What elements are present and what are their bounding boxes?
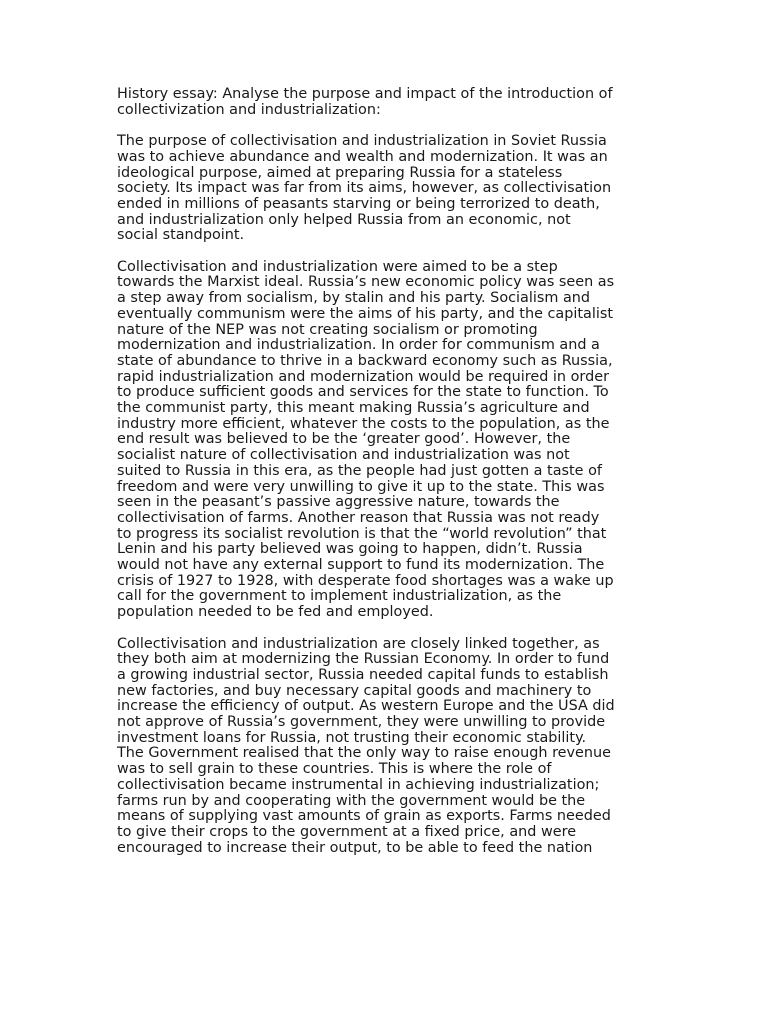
essay-title-line: History essay: Analyse the purpose and impact of the introduction of [117, 86, 613, 102]
text-line: Collectivisation and industrialization are closely linked together, as [117, 635, 600, 652]
text-line: increase the efficiency of output. As western Europe and the USA did [117, 698, 615, 715]
text-line: nature of the NEP was not creating socialism or promoting [117, 321, 538, 338]
text-line: society. Its impact was far from its aims, however, as collectivisation [117, 180, 612, 197]
text-line: Collectivisation and industrialization were aimed to be a step [117, 258, 558, 275]
text-line: The purpose of collectivisation and industrialization in Soviet Russia [117, 133, 607, 150]
text-line: encouraged to increase their output, to be able to feed the nation [117, 839, 593, 856]
text-line: investment loans for Russia, not trusting their economic stability. [117, 729, 587, 746]
text-line: modernization and industrialization. In order for communism and a [117, 337, 600, 354]
paragraph-1 [117, 134, 662, 244]
text-line: to give their crops to the government at a fixed price, and were [117, 824, 577, 840]
text-line: industry more efficient, whatever the costs to the population, as the [117, 415, 610, 432]
paragraph-2 [117, 260, 662, 621]
text-line: crisis of 1927 to 1928, with desperate food shortages was a wake up [117, 572, 614, 589]
text-line: a growing industrial sector, Russia needed capital funds to establish [117, 666, 609, 683]
text-line: to progress its socialist revolution is that the “world revolution” that [117, 525, 607, 542]
text-line: socialist nature of collectivisation and industrialization was not [117, 447, 570, 464]
text-line: end result was believed to be the ‘greater good’. However, the [117, 431, 571, 448]
text-line: freedom and were very unwilling to give it up to the state. This was [117, 478, 605, 495]
text-line: new factories, and buy necessary capital goods and machinery to [117, 682, 592, 699]
text-line: collectivisation became instrumental in achieving industrialization; [117, 776, 600, 793]
text-line: rapid industrialization and modernization would be required in order [117, 368, 609, 385]
essay-body [117, 87, 662, 872]
text-line: eventually communism were the aims of his party, and the capitalist [117, 305, 613, 322]
text-line: they both aim at modernizing the Russian Economy. In order to fund [117, 651, 610, 668]
text-line: would not have any external support to fund its modernization. The [117, 557, 605, 574]
text-line: social standpoint. [117, 227, 245, 244]
text-line: means of supplying vast amounts of grain as exports. Farms needed [117, 808, 611, 825]
text-line: not approve of Russia’s government, they were unwilling to provide [117, 714, 606, 731]
text-line: suited to Russia in this era, as the people had just gotten a taste of [117, 462, 602, 479]
essay-title-line: collectivization and industrialization: [117, 101, 381, 118]
essay-title [117, 87, 662, 118]
text-line: the communist party, this meant making Russia’s agriculture and [117, 400, 590, 417]
text-line: was to sell grain to these countries. This is where the role of [117, 761, 552, 778]
text-line: population needed to be fed and employed. [117, 604, 434, 621]
text-line: Lenin and his party believed was going to happen, didn’t. Russia [117, 541, 583, 558]
text-line: ended in millions of peasants starving or being terrorized to death, [117, 195, 600, 212]
text-line: The Government realised that the only way to raise enough revenue [117, 745, 611, 762]
text-line: towards the Marxist ideal. Russia’s new economic policy was seen as [117, 274, 615, 291]
paragraph-3 [117, 637, 662, 857]
text-line: was to achieve abundance and wealth and modernization. It was an [117, 148, 608, 165]
text-line: farms run by and cooperating with the government would be the [117, 792, 586, 809]
text-line: to produce sufficient goods and services for the state to function. To [117, 384, 609, 401]
text-line: and industrialization only helped Russia from an economic, not [117, 211, 571, 228]
text-line: seen in the peasant’s passive aggressive nature, towards the [117, 494, 560, 511]
text-line: collectivisation of farms. Another reason that Russia was not ready [117, 509, 600, 526]
text-line: state of abundance to thrive in a backward economy such as Russia, [117, 352, 613, 369]
text-line: ideological purpose, aimed at preparing Russia for a stateless [117, 164, 563, 181]
text-line: call for the government to implement industrialization, as the [117, 588, 562, 605]
text-line: a step away from socialism, by stalin and his party. Socialism and [117, 290, 591, 307]
